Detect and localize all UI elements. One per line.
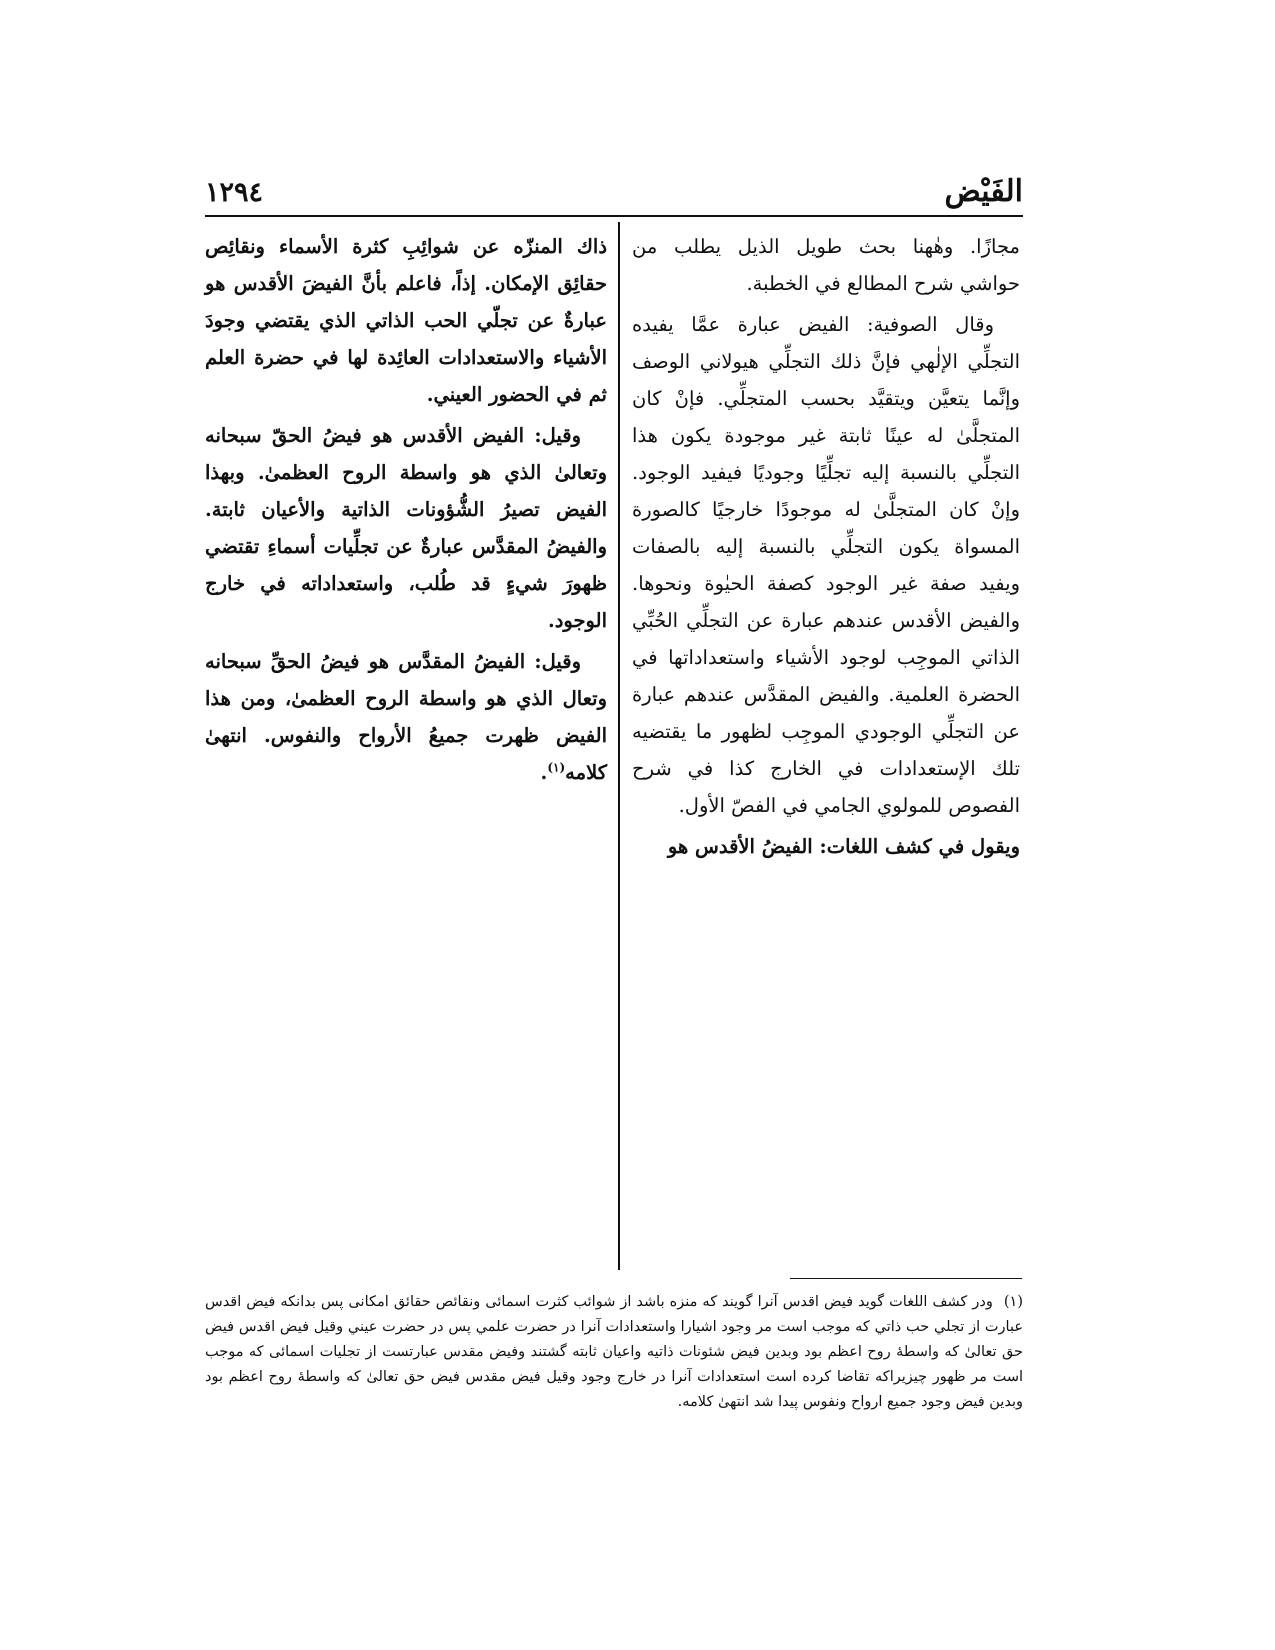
footnote-marker: (١) [1003, 1294, 1023, 1310]
paragraph: وقال الصوفية: الفيض عبارة عمَّا يفيده التجلِّي الإلٰهي فإنَّ ذلك التجلِّي هيولاني الوصف وإنَّما يتعيَّن ويتقيَّد بحسب المتجلِّي. فإنْ كان المتجلَّىٰ له عينًا ثابتة غير موجودة يكون هذا التجلِّي بالنسبة إليه تجلِّيًا وجوديًا فيفيد الوجود. وإنْ كان المتجلَّىٰ له موجودًا خارجيًا كالصورة المسواة يكون التجلِّي بالنسبة إليه بالصفات ويفيد صفة غير الوجود كصفة الحيٰوة ونحوها. والفيض الأقدس عندهم عبارة عن التجلِّي الحُبِّي الذاتي الموجِب لوجود الأشياء واستعداداتها في الحضرة العلمية. والفيض المقدَّس عندهم عبارة عن التجلِّي الوجودي الموجِب لظهور ما يقتضيه تلك الإستعدادات في الخارج كذا في شرح الفصوص للمولوي الجامي في الفصّ الأول. [632, 313, 1020, 817]
header-rule [205, 215, 1023, 217]
footnotes [205, 1290, 1023, 1415]
paragraph-bold: ويقول في كشف اللغات: الفيضُ الأقدس هو [667, 835, 1020, 858]
page-header [205, 174, 1023, 214]
running-title: الفَيْض [944, 174, 1023, 209]
right-column [632, 228, 1020, 869]
paragraph: ذاك المنزّه عن شوائِبِ كثرة الأسماء ونقائِص حقائِق الإمكان. إذاً، فاعلم بأنَّ الفيضَ الأقدس هو عبارةٌ عن تجلّي الحب الذاتي الذي يقتضي وجودَ الأشياء والاستعدادات العائِدة لها في حضرة العلم ثم في الحضور العيني. [205, 235, 607, 406]
footnote-reference[interactable]: (١) [547, 760, 566, 775]
footnote-text: ودر كشف اللغات گويد فيض اقدس آنرا گويند كه منزه باشد از شوائب كثرت اسمائى ونقائص حقائق امكانى پس بدانكه فيض اقدس عبارت از تجلي حب ذاتي كه موجب است مر وجود اشيارا واستعدادات آنرا در حضرت علمي پس در حضرت عيني وقيل فيض اقدس فيض حق تعالىٰ كه واسطهٔ روح اعظم بود وبدين فيض شئونات ذاتيه واعيان ثابته گشتند وفيض مقدس عبارتست از تجليات اسمائى كه موجب است مر ظهور چيزيراكه تقاضا كرده است استعدادات آنرا در خارج وجود وقيل فيض مقدس فيض حق تعالىٰ كه واسطهٔ روح اعظم بود وبدين فيض وجود جميع ارواح ونفوس پيدا شد انتهىٰ كلامه. [205, 1294, 1024, 1410]
paragraph-end: . [540, 761, 548, 784]
paragraph [205, 643, 607, 791]
paragraph: وقيل: الفيض الأقدس هو فيضُ الحقّ سبحانه وتعالىٰ الذي هو واسطة الروح العظمىٰ. وبهذا الفيض تصيرُ الشُّؤونات الذاتية والأعيان ثابتة. والفيضُ المقدَّس عبارةٌ عن تجلِّيات أسماءِ تقتضي ظهورَ شيءٍ قد طُلب، واستعداداته في خارج الوجود. [205, 424, 607, 632]
page-number: ١٢٩٤ [205, 177, 264, 208]
footnote-rule [790, 1278, 1022, 1279]
paragraph-text: وقيل: الفيضُ المقدَّس هو فيضُ الحقِّ سبحانه وتعال الذي هو واسطة الروح العظمىٰ، ومن هذا الفيض ظهرت جميعُ الأرواح والنفوس. انتهىٰ كلامه [205, 650, 607, 784]
paragraph: مجازًا. وهٰهنا بحث طويل الذيل يطلب من حواشي شرح المطالع في الخطبة. [632, 235, 1020, 295]
left-column [205, 228, 607, 795]
column-divider [618, 222, 620, 1270]
